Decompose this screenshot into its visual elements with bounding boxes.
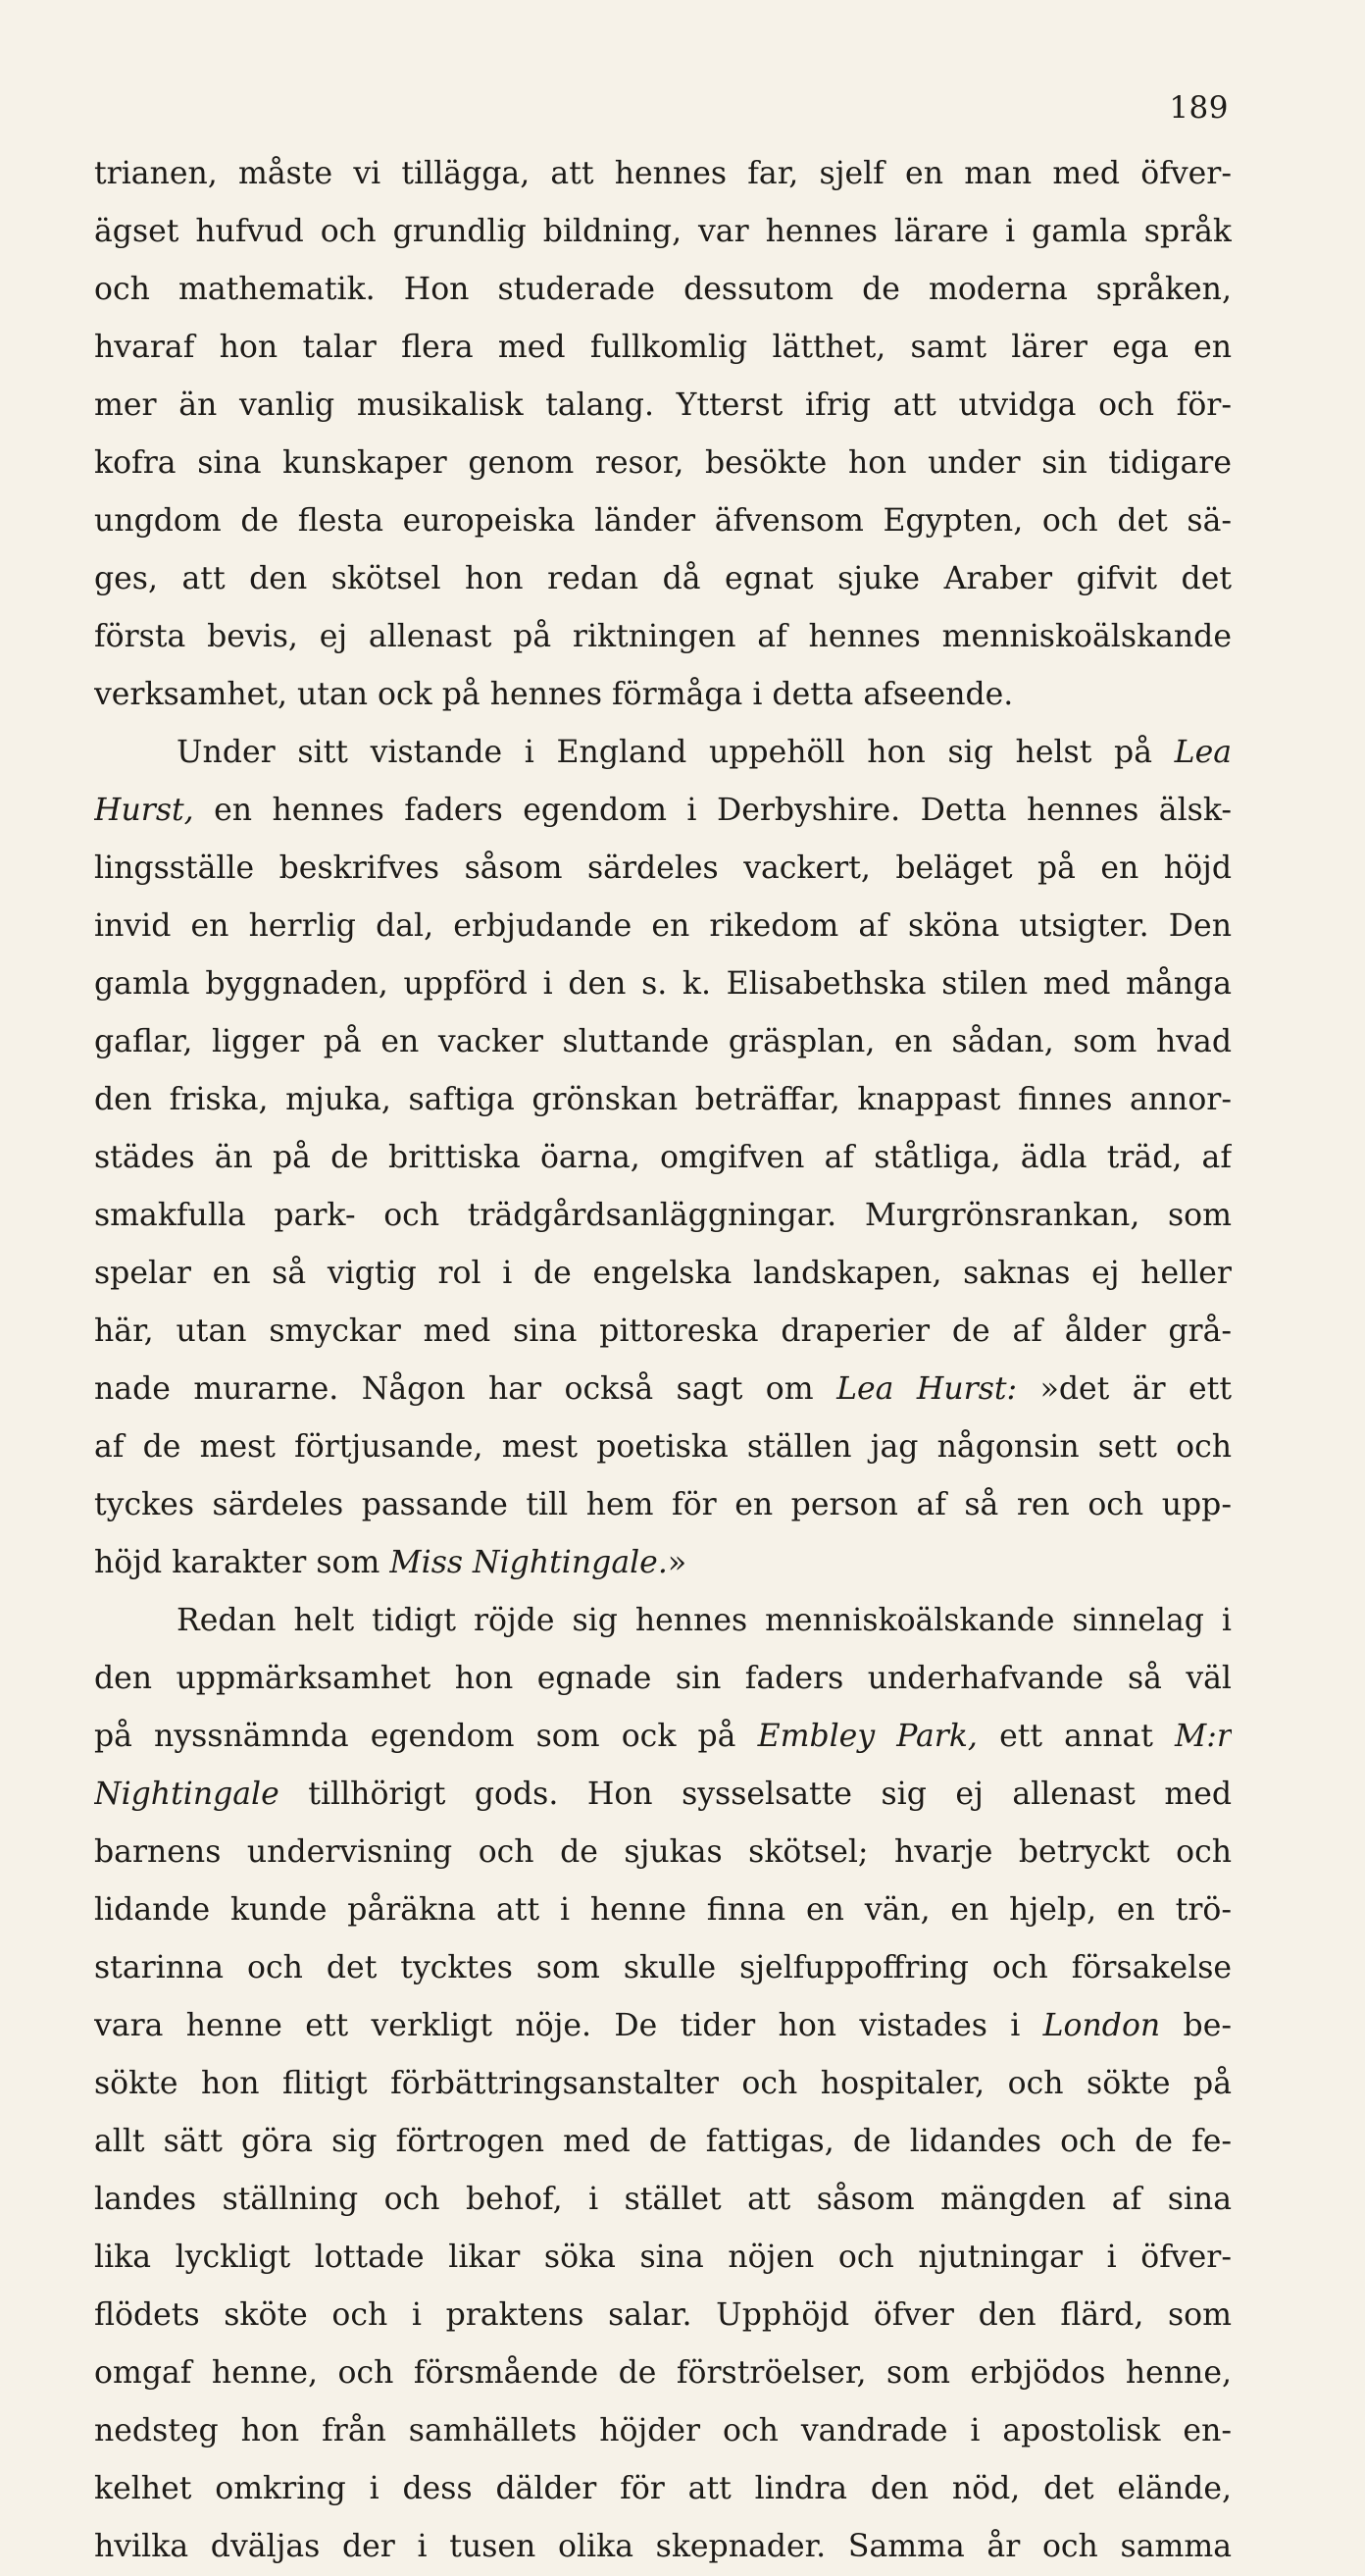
text-segment: trianen, måste vi tillägga, att hennes far, sjelf en man med öfver- — [94, 156, 1232, 191]
text-line — [94, 1708, 1232, 1766]
italic-text: Lea Hurst: — [836, 1371, 1018, 1407]
text-line — [94, 435, 1232, 492]
text-segment: verksamhet, utan ock på hennes förmåga i detta afseende. — [94, 677, 1014, 712]
text-segment: på nyssnämnda egendom som ock på — [94, 1719, 758, 1754]
text-line — [94, 840, 1232, 898]
italic-text: London — [1042, 2008, 1161, 2043]
text-line — [94, 2344, 1232, 2402]
text-segment: omgaf henne, och försmående de förströelser, som erbjödos henne, — [94, 2355, 1232, 2391]
text-line — [94, 1592, 1232, 1650]
text-line — [94, 666, 1232, 724]
text-segment: första bevis, ej allenast på riktningen af hennes menniskoälskande — [94, 619, 1232, 654]
text-line — [94, 2113, 1232, 2171]
text-line — [94, 319, 1232, 377]
page-number: 189 — [1169, 90, 1229, 126]
text-line — [94, 1824, 1232, 1881]
text-segment: barnens undervisning och de sjukas skötsel; hvarje betryckt och — [94, 1834, 1232, 1870]
text-line — [94, 2229, 1232, 2287]
text-segment: nade murarne. Någon har också sagt om — [94, 1371, 837, 1407]
text-segment: ägset hufvud och grundlig bildning, var hennes lärare i gamla språk — [94, 214, 1232, 249]
body-text — [94, 145, 1232, 2576]
text-segment: flödets sköte och i praktens salar. Upphöjd öfver den flärd, som — [94, 2297, 1232, 2333]
text-segment: »det är ett — [1017, 1371, 1232, 1407]
text-line — [94, 724, 1232, 782]
text-segment: hvilka dväljas der i tusen olika skepnader. Samma år och samma — [94, 2529, 1232, 2564]
text-segment: invid en herrlig dal, erbjudande en rikedom af sköna utsigter. Den — [94, 908, 1232, 944]
text-segment: mer än vanlig musikalisk talang. Ytterst ifrig att utvidga och för- — [94, 387, 1232, 423]
text-line — [94, 550, 1232, 608]
italic-text: Lea — [1174, 735, 1232, 770]
text-segment: tyckes särdeles passande till hem för en person af så ren och upp- — [94, 1487, 1232, 1522]
text-line — [94, 1476, 1232, 1534]
text-line — [94, 2171, 1232, 2229]
italic-text: Miss Nightingale. — [389, 1545, 668, 1580]
text-segment: allt sätt göra sig förtrogen med de fattigas, de lidandes och de fe- — [94, 2124, 1232, 2159]
text-segment: höjd karakter som — [94, 1545, 390, 1580]
text-line — [94, 145, 1232, 203]
text-line — [94, 203, 1232, 261]
text-line — [94, 1303, 1232, 1361]
text-line — [94, 2287, 1232, 2344]
text-line — [94, 1129, 1232, 1187]
text-segment: kofra sina kunskaper genom resor, besökte hon under sin tidigare — [94, 445, 1232, 481]
text-segment: och mathematik. Hon studerade dessutom de moderna språken, — [94, 272, 1232, 307]
italic-text: Embley Park, — [757, 1719, 978, 1754]
text-line — [94, 1650, 1232, 1708]
text-line — [94, 1071, 1232, 1129]
text-segment: smakfulla park- och trädgårdsanläggningar. Murgrönsrankan, som — [94, 1198, 1232, 1233]
text-line — [94, 492, 1232, 550]
text-segment: vara henne ett verkligt nöje. De tider hon vistades i — [94, 2008, 1043, 2043]
italic-text: Hurst, — [94, 793, 194, 828]
text-line — [94, 261, 1232, 319]
text-segment: Redan helt tidigt röjde sig hennes menniskoälskande sinnelag i — [177, 1603, 1232, 1638]
text-segment: den friska, mjuka, saftiga grönskan beträffar, knappast finnes annor- — [94, 1082, 1232, 1117]
text-segment: be- — [1160, 2008, 1232, 2043]
text-segment: lingsställe beskrifves såsom särdeles vackert, beläget på en höjd — [94, 850, 1232, 886]
text-line — [94, 1245, 1232, 1303]
text-segment: » — [667, 1545, 687, 1580]
text-line — [94, 782, 1232, 840]
text-line — [94, 1418, 1232, 1476]
text-line — [94, 955, 1232, 1013]
text-segment: kelhet omkring i dess dälder för att lindra den nöd, det elände, — [94, 2471, 1232, 2506]
text-line — [94, 1939, 1232, 1997]
text-line — [94, 608, 1232, 666]
text-line — [94, 1881, 1232, 1939]
text-line — [94, 2402, 1232, 2460]
text-segment: landes ställning och behof, i stället att såsom mängden af sina — [94, 2182, 1232, 2217]
text-segment: ungdom de flesta europeiska länder äfvensom Egypten, och det sä- — [94, 503, 1232, 539]
text-line — [94, 898, 1232, 955]
text-segment: den uppmärksamhet hon egnade sin faders underhafvande så väl — [94, 1661, 1232, 1696]
text-line — [94, 1013, 1232, 1071]
text-segment: spelar en så vigtig rol i de engelska landskapen, saknas ej heller — [94, 1256, 1232, 1291]
text-segment: städes än på de brittiska öarna, omgifven af ståtliga, ädla träd, af — [94, 1140, 1232, 1175]
text-line — [94, 2055, 1232, 2113]
text-segment: hvaraf hon talar flera med fullkomlig lätthet, samt lärer ega en — [94, 330, 1232, 365]
text-segment: starinna och det tycktes som skulle sjelfuppoffring och försakelse — [94, 1950, 1232, 1985]
text-segment: här, utan smyckar med sina pittoreska draperier de af ålder grå- — [94, 1314, 1232, 1349]
text-line — [94, 1534, 1232, 1592]
text-segment: af de mest förtjusande, mest poetiska ställen jag någonsin sett och — [94, 1429, 1232, 1465]
text-line — [94, 1766, 1232, 1824]
italic-text: Nightingale — [94, 1777, 279, 1812]
text-segment: en hennes faders egendom i Derbyshire. Detta hennes älsk- — [193, 793, 1232, 828]
text-segment: lika lyckligt lottade likar söka sina nöjen och njutningar i öfver- — [94, 2240, 1232, 2275]
text-segment: nedsteg hon från samhällets höjder och vandrade i apostolisk en- — [94, 2413, 1232, 2448]
text-segment: gamla byggnaden, uppförd i den s. k. Elisabethska stilen med många — [94, 966, 1232, 1002]
text-segment: lidande kunde påräkna att i henne finna en vän, en hjelp, en trö- — [94, 1892, 1232, 1928]
text-segment: sökte hon flitigt förbättringsanstalter och hospitaler, och sökte på — [94, 2066, 1232, 2101]
text-segment: Under sitt vistande i England uppehöll hon sig helst på — [177, 735, 1175, 770]
text-line — [94, 1187, 1232, 1245]
text-line — [94, 1361, 1232, 1418]
text-segment: ges, att den skötsel hon redan då egnat sjuke Araber gifvit det — [94, 561, 1232, 596]
text-line — [94, 1997, 1232, 2055]
text-line — [94, 2518, 1232, 2576]
text-line — [94, 377, 1232, 435]
italic-text: M:r — [1175, 1719, 1232, 1754]
text-line — [94, 2460, 1232, 2518]
text-segment: tillhörigt gods. Hon sysselsatte sig ej allenast med — [278, 1777, 1232, 1812]
text-segment: ett annat — [977, 1719, 1176, 1754]
text-segment: gaflar, ligger på en vacker sluttande gräsplan, en sådan, som hvad — [94, 1024, 1232, 1059]
